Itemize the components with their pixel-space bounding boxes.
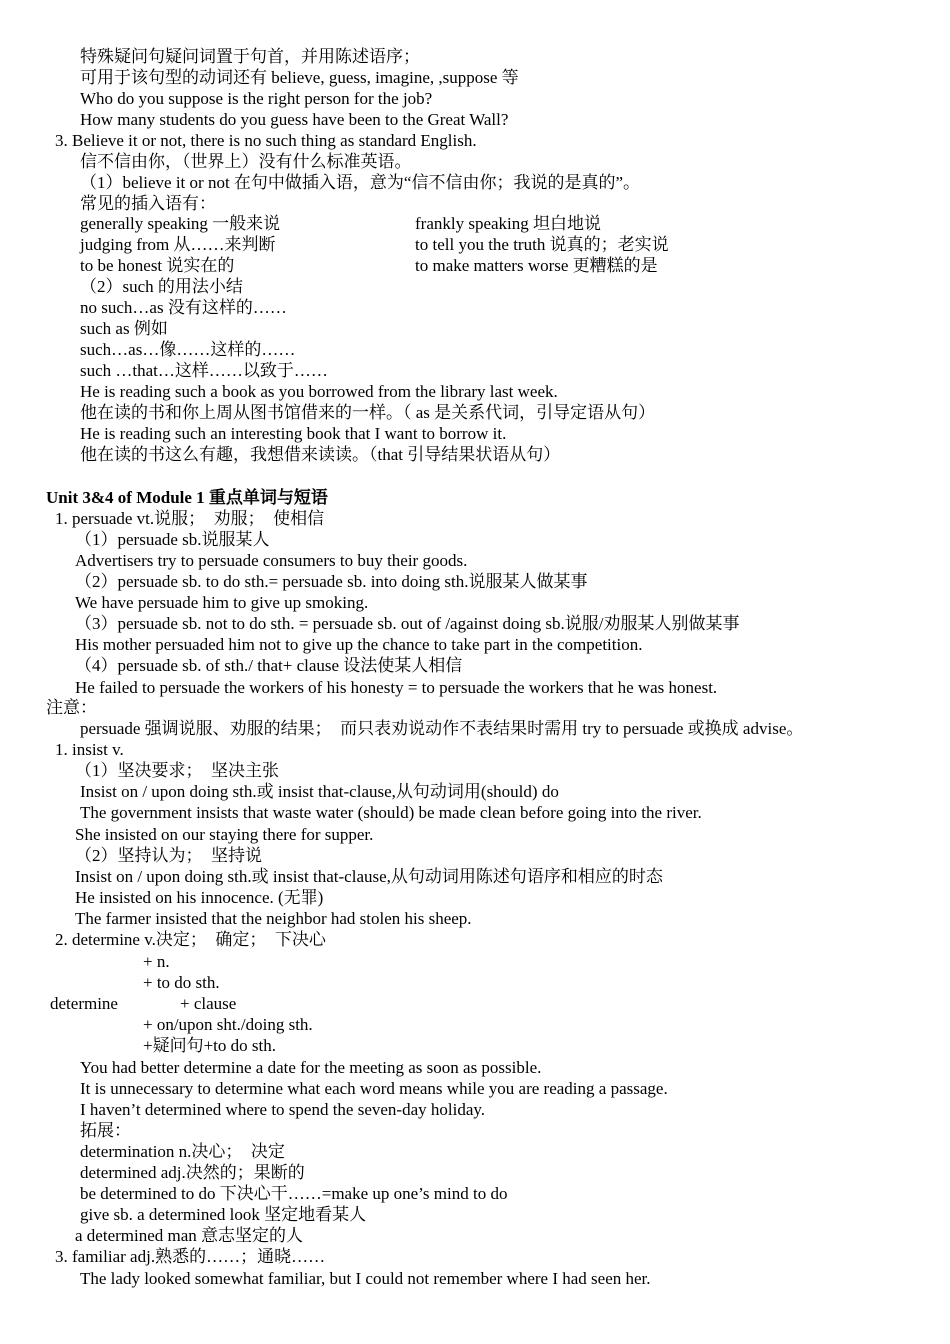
text-line: persuade 强调说服、劝服的结果； 而只表劝说动作不表结果时需用 try to persuade 或换成 advise。 [80,719,804,738]
text-line: 可用于该句型的动词还有 believe, guess, imagine, ,suppose 等 [80,68,519,87]
text-line: （2）persuade sb. to do sth.= persuade sb. into doing sth.说服某人做某事 [75,572,588,591]
pattern-item: + clause [180,994,237,1013]
text-line: determined adj.决然的；果断的 [80,1163,305,1182]
example-sentence: He is reading such an interesting book that I want to borrow it. [80,424,507,443]
example-sentence: Who do you suppose is the right person for the job? [80,89,433,108]
numbered-item: 3. Believe it or not, there is no such thing as standard English. [55,131,477,150]
numbered-item: 1. persuade vt.说服； 劝服； 使相信 [55,509,325,528]
phrase-left: to be honest 说实在的 [80,256,235,275]
example-sentence: You had better determine a date for the meeting as soon as possible. [80,1058,542,1077]
text-line: 常见的插入语有： [80,194,216,213]
section-heading: Unit 3&4 of Module 1 重点单词与短语 [46,488,328,507]
example-sentence: I haven’t determined where to spend the seven-day holiday. [80,1100,486,1119]
text-line: 拓展： [80,1121,131,1140]
translation-line: 他在读的书这么有趣，我想借来读读。（that 引导结果状语从句） [80,445,561,464]
text-line: （1）persuade sb.说服某人 [75,530,270,549]
phrase-left: judging from 从……来判断 [80,235,276,254]
text-line: 特殊疑问句疑问词置于句首，并用陈述语序； [80,47,420,66]
example-sentence: The lady looked somewhat familiar, but I could not remember where I had seen her. [80,1269,651,1288]
text-line: （2）坚持认为； 坚持说 [75,846,262,865]
numbered-item: 3. familiar adj.熟悉的……；通晓…… [55,1247,326,1266]
note-label: 注意： [46,698,97,717]
text-line: （1）坚决要求； 坚决主张 [75,761,279,780]
pattern-keyword: determine [50,994,118,1013]
translation-line: 信不信由你，（世界上）没有什么标准英语。 [80,152,412,171]
text-line: （2）such 的用法小结 [80,277,243,296]
phrase-left: generally speaking 一般来说 [80,214,281,233]
example-sentence: His mother persuaded him not to give up the chance to take part in the competition. [75,635,643,654]
text-line: no such…as 没有这样的…… [80,298,287,317]
text-line: （4）persuade sb. of sth./ that+ clause 设法使某人相信 [75,656,463,675]
example-sentence: How many students do you guess have been to the Great Wall? [80,110,509,129]
example-sentence: It is unnecessary to determine what each word means while you are reading a passage. [80,1079,668,1098]
text-line: be determined to do 下决心干……=make up one’s mind to do [80,1184,508,1203]
numbered-item: 1. insist v. [55,740,124,759]
example-sentence: The government insists that waste water (should) be made clean before going into the river. [80,803,702,822]
text-line: give sb. a determined look 坚定地看某人 [80,1205,367,1224]
text-line: determination n.决心； 决定 [80,1142,285,1161]
text-line: （1）believe it or not 在句中做插入语，意为“信不信由你；我说的是真的”。 [80,173,641,192]
example-sentence: He failed to persuade the workers of his honesty = to persuade the workers that he was honest. [75,678,718,697]
translation-line: 他在读的书和你上周从图书馆借来的一样。（ as 是关系代词，引导定语从句） [80,403,656,422]
phrase-right: to tell you the truth 说真的；老实说 [415,235,669,254]
text-line: such …that…这样……以致于…… [80,361,328,380]
phrase-right: to make matters worse 更糟糕的是 [415,256,658,275]
numbered-item: 2. determine v.决定； 确定； 下决心 [55,930,326,949]
example-sentence: Advertisers try to persuade consumers to buy their goods. [75,551,468,570]
pattern-item: +疑问句+to do sth. [143,1036,276,1055]
example-sentence: He is reading such a book as you borrowed from the library last week. [80,382,558,401]
example-sentence: We have persuade him to give up smoking. [75,593,369,612]
text-line: Insist on / upon doing sth.或 insist that-clause,从句动词用陈述句语序和相应的时态 [75,867,663,886]
pattern-item: + to do sth. [143,973,220,992]
pattern-item: + on/upon sht./doing sth. [143,1015,313,1034]
example-sentence: She insisted on our staying there for supper. [75,825,374,844]
text-line: such as 例如 [80,319,168,338]
example-sentence: The farmer insisted that the neighbor had stolen his sheep. [75,909,472,928]
text-line: （3）persuade sb. not to do sth. = persuade sb. out of /against doing sb.说服/劝服某人别做某事 [75,614,740,633]
text-line: a determined man 意志坚定的人 [75,1226,304,1245]
example-sentence: He insisted on his innocence. (无罪) [75,888,324,907]
phrase-right: frankly speaking 坦白地说 [415,214,602,233]
text-line: such…as…像……这样的…… [80,340,296,359]
text-line: Insist on / upon doing sth.或 insist that-clause,从句动词用(should) do [80,782,559,801]
pattern-item: + n. [143,952,170,971]
